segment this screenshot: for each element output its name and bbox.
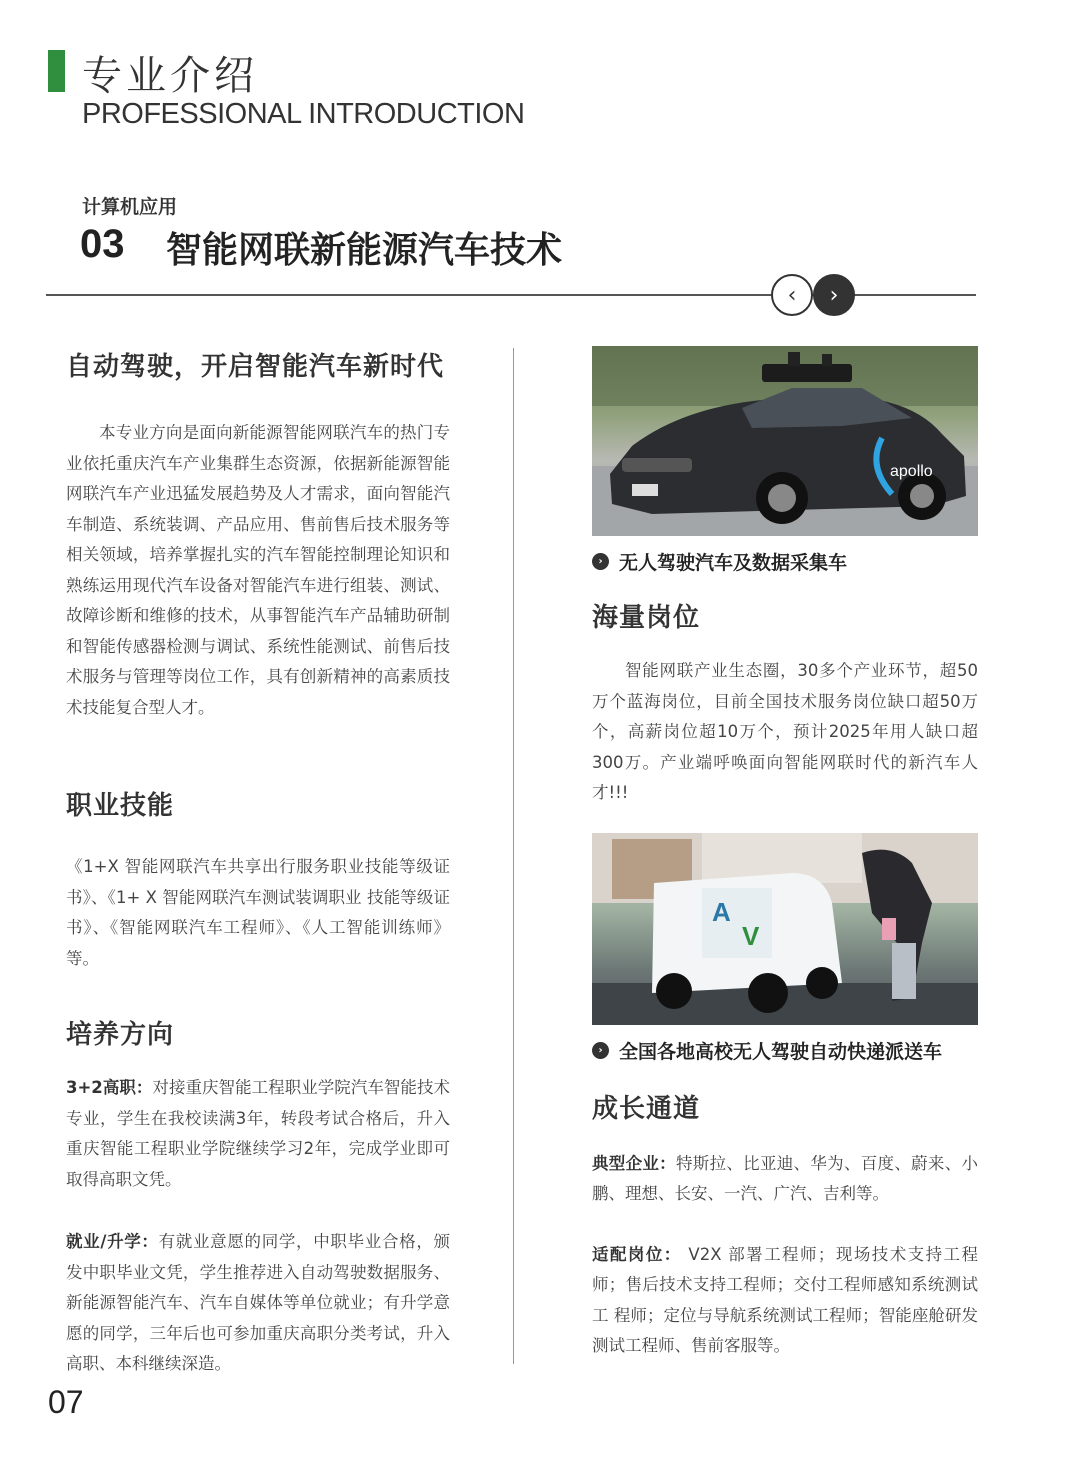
car-illustration (592, 346, 978, 536)
delivery-vehicle-photo (592, 833, 978, 1025)
chevron-left-icon: ‹ (787, 282, 797, 308)
caption-bullet-icon: › (592, 1042, 609, 1059)
major-category: 计算机应用 (82, 196, 178, 218)
apollo-logo: apollo (890, 463, 933, 480)
column-divider (513, 348, 514, 1364)
direction-text-1: 对接重庆智能工程职业学院汽车智能技术专业，学生在我校读满3年，转段考试合格后，升入重庆智能工程职业学院继续学习2年，完成学业即可取得高职文凭。 (66, 1078, 450, 1189)
companies-label: 典型企业： (592, 1153, 676, 1173)
left-column (66, 340, 450, 1380)
direction-text-2: 有就业意愿的同学，中职毕业合格，颁发中职毕业文凭，学生推荐进入自动驾驶数据服务、新能源智能汽车、汽车自媒体等单位就业；有升学意愿的同学，三年后也可参加重庆高职分类考试，升入高职、本科继续深造。 (66, 1232, 450, 1373)
positions-label: 适配岗位： (592, 1244, 682, 1264)
growth-heading: 成长通道 (592, 1093, 701, 1124)
photo2-caption-text: 全国各地高校无人驾驶自动快递派送车 (619, 1040, 943, 1063)
direction-paragraph-2 (66, 1227, 450, 1380)
photo1-caption-text: 无人驾驶汽车及数据采集车 (619, 552, 848, 574)
prev-button[interactable] (771, 274, 813, 316)
companies-text: 特斯拉、比亚迪、华为、百度、蔚来、小鹏、理想、长安、一汽、广汽、吉利等。 (592, 1153, 979, 1203)
right-column (592, 346, 978, 1362)
major-number: 03 (80, 222, 125, 266)
jobs-heading: 海量岗位 (592, 603, 701, 633)
page-number: 07 (48, 1384, 84, 1420)
intro-heading: 自动驾驶，开启智能汽车新时代 (66, 352, 445, 382)
photo1-caption (592, 548, 978, 575)
direction-paragraph-1 (66, 1073, 450, 1195)
chevron-right-icon: › (829, 282, 839, 308)
intro-paragraph: 本专业方向是面向新能源智能网联汽车的热门专业依托重庆汽车产业集群生态资源，依据新能源智能网联汽车产业迅猛发展趋势及人才需求，面向智能汽车制造、系统装调、产品应用、售前售后技术服务等相关领域，培养掌握扎实的汽车智能控制理论知识和熟练运用现代汽车设备对智能汽车进行组装、测试、故障诊断和维修的技术，从事智能汽车产品辅助研制和智能传感器检测与调试、系统性能测试、前售后技术服务与管理等岗位工作，具有创新精神的高素质技术技能复合型人才。 (66, 423, 450, 717)
skills-paragraph: 《1+X 智能网联汽车共享出行服务职业技能等级证书》、《1+ X 智能网联汽车测试装调职业 技能等级证书》、《智能网联汽车工程师》、《人工智能训练师》等。 (66, 857, 450, 968)
page-title: 专业介绍 (82, 53, 258, 99)
direction-label-1: 3+2高职： (66, 1078, 153, 1097)
svg-text:V: V (742, 920, 760, 951)
caption-bullet-icon: › (592, 553, 609, 570)
direction-label-2: 就业/升学： (66, 1232, 159, 1251)
photo2-caption (592, 1037, 978, 1064)
companies-paragraph (592, 1149, 978, 1210)
header-accent-bar (48, 50, 65, 92)
positions-paragraph (592, 1240, 978, 1362)
next-button[interactable] (813, 274, 855, 316)
svg-text:A: A (712, 896, 731, 927)
major-name: 智能网联新能源汽车技术 (166, 230, 563, 271)
page-title-english: PROFESSIONAL INTRODUCTION (82, 98, 525, 130)
jobs-paragraph: 智能网联产业生态圈，30多个产业环节，超50万个蓝海岗位，目前全国技术服务岗位缺口超50万个，高薪岗位超10万个，预计2025年用人缺口超300万。产业端呼唤面向智能网联时代的新汽车人才!!! (592, 661, 978, 802)
autonomous-car-photo (592, 346, 978, 536)
delivery-van-illustration (592, 833, 978, 1025)
positions-text: V2X 部署工程师；现场技术支持工程师；售后技术支持工程师；交付工程师感知系统测试工 程师；定位与导航系统测试工程师；智能座舱研发测试工程师、售前客服等。 (592, 1244, 978, 1355)
skills-heading: 职业技能 (66, 791, 175, 821)
direction-heading: 培养方向 (66, 1020, 175, 1050)
